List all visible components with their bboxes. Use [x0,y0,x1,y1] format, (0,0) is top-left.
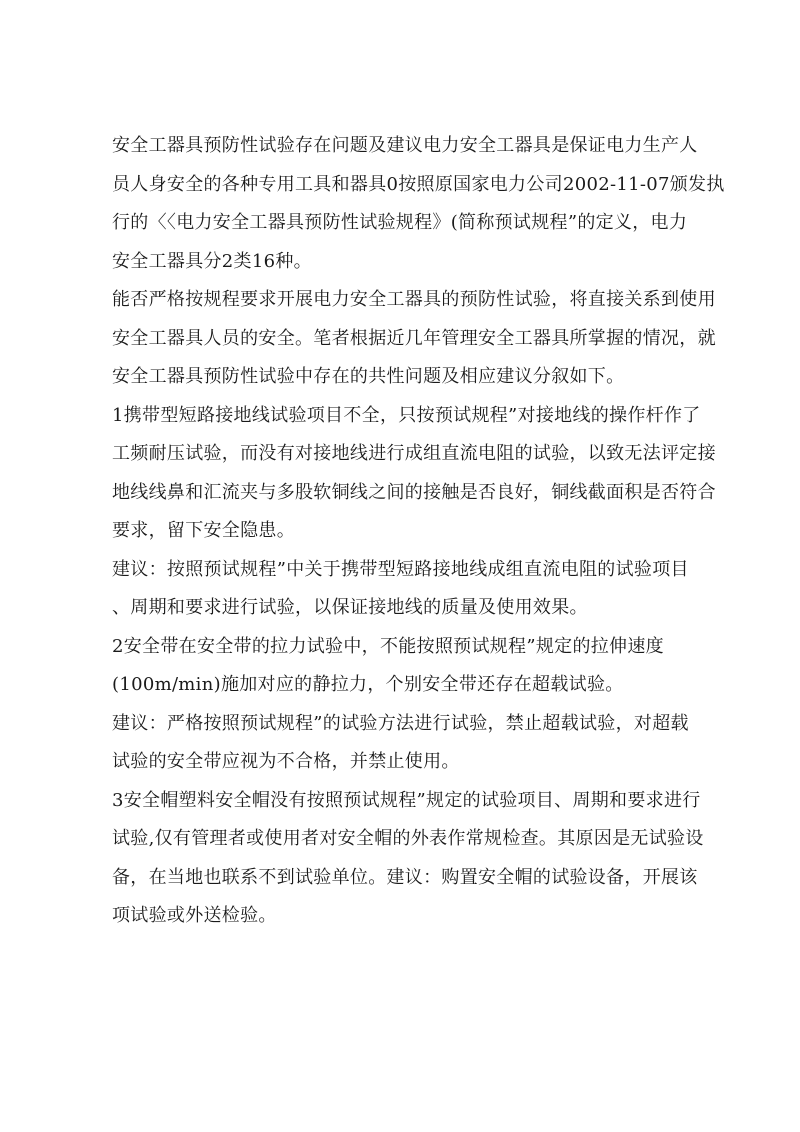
paragraph-safety-helmet [112,782,704,936]
text-line: 行的〈〈电力安全工器具预防性试验规程》(简称预试规程”的定义，电力 [112,212,688,233]
text-line: 能否严格按规程要求开展电力安全工器具的预防性试验，将直接关系到使用 [112,289,716,310]
paragraph-grounding-wire-issue [112,397,716,551]
paragraph-grounding-wire-suggestion [112,551,692,628]
text-line: 安全工器具预防性试验中存在的共性问题及相应建议分叙如下。 [112,366,625,387]
text-line: 试验的安全带应视为不合格，并禁止使用。 [112,751,460,772]
text-line: 工频耐压试验，而没有对接地线进行成组直流电阻的试验，以致无法评定接 [112,443,716,464]
text-line: (100m/min)施加对应的静拉力，个别安全带还存在超载试验。 [112,674,624,695]
text-line: 安全工器具人员的安全。笔者根据近几年管理安全工器具所掌握的情况，就 [112,327,716,349]
text-line: 安全工器具预防性试验存在问题及建议电力安全工器具是保证电力生产人 [112,135,698,156]
text-line: 、周期和要求进行试验，以保证接地线的质量及使用效果。 [112,597,588,618]
text-line: 项试验或外送检验。 [112,905,277,926]
paragraph-safety-belt-issue [112,628,692,705]
paragraph-safety-belt-suggestion [112,705,692,782]
text-line: 备，在当地也联系不到试验单位。建议：购置安全帽的试验设备，开展该 [112,866,698,888]
text-line: 安全工器具分2类16种。 [112,250,312,272]
text-line: 2安全带在安全带的拉力试验中，不能按照预试规程”规定的拉伸速度 [112,635,664,657]
text-line: 建议：严格按照预试规程”的试验方法进行试验，禁止超载试验，对超载 [112,712,689,734]
paragraph-intro [112,127,725,281]
paragraph-overview [112,281,716,397]
text-line: 员人身安全的各种专用工具和器具0按照原国家电力公司2002-11-07颁发执 [112,173,725,195]
text-line: 1携带型短路接地线试验项目不全，只按预试规程”对接地线的操作杆作了 [112,404,701,426]
document-body [112,127,725,936]
text-line: 建议：按照预试规程”中关于携带型短路接地线成组直流电阻的试验项目 [112,558,689,580]
text-line: 要求，留下安全隐患。 [112,520,295,541]
text-line: 地线线鼻和汇流夹与多股软铜线之间的接触是否良好，铜线截面积是否符合 [112,481,716,503]
text-line: 3安全帽塑料安全帽没有按照预试规程”规定的试验项目、周期和要求进行 [112,789,701,811]
text-line: 试验,仅有管理者或使用者对安全帽的外表作常规检查。其原因是无试验设 [112,828,704,849]
